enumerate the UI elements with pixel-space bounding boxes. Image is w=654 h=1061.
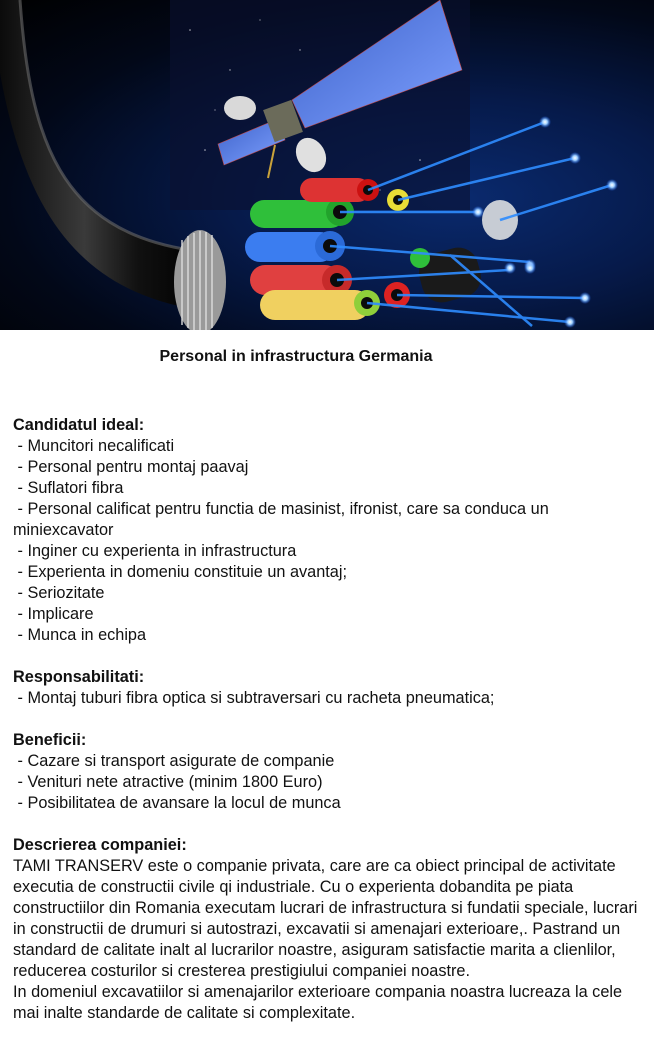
company-description-paragraph: In domeniul excavatiilor si amenajarilor exterioare compania noastra lucreaza la cele mai inalte standarde de calitate si complexitate.	[13, 983, 623, 1022]
section-descriere	[13, 835, 643, 1024]
list-item: - Implicare	[13, 605, 94, 623]
list-item: - Experienta in domeniu constituie un avantaj;	[13, 563, 347, 581]
list-item: - Personal calificat pentru functia de masinist, ifronist, care sa conduca un miniexcavator	[13, 500, 554, 539]
section-heading-candidat: Candidatul ideal:	[13, 416, 145, 434]
list-item: - Inginer cu experienta in infrastructura	[13, 542, 297, 560]
spacer	[13, 814, 643, 835]
list-item: - Personal pentru montaj paavaj	[13, 458, 249, 476]
list-item: - Montaj tuburi fibra optica si subtraversari cu racheta pneumatica;	[13, 689, 495, 707]
fiber-optic-illustration	[0, 0, 654, 330]
job-description	[13, 415, 643, 1024]
section-heading-descriere: Descrierea companiei:	[13, 836, 187, 854]
section-heading-beneficii: Beneficii:	[13, 731, 87, 749]
section-heading-responsabilitati: Responsabilitati:	[13, 668, 145, 686]
list-item: - Cazare si transport asigurate de companie	[13, 752, 335, 770]
list-item: - Venituri nete atractive (minim 1800 Euro)	[13, 773, 323, 791]
spacer	[13, 646, 643, 667]
list-item: - Posibilitatea de avansare la locul de munca	[13, 794, 341, 812]
list-item: - Seriozitate	[13, 584, 105, 602]
banner-image	[0, 0, 654, 330]
company-description-paragraph: TAMI TRANSERV este o companie privata, care are ca obiect principal de activitate executia de constructii civile qi industriale. Cu o experienta dobandita pe piata constructiilor din Romania executam lucrari de infrastructura si fundatii speciale, lucrari in constructii de drumuri si autostrazi, excavatii si amenajari exterioare,. Pastrand un standard de calitate inalt al lucrarilor noastre, asiguram satisfactie marita a clienlilor, reducerea costurilor si cresterea prestigiului companiei noastre.	[13, 857, 638, 980]
section-responsabilitati	[13, 667, 643, 709]
spacer	[13, 709, 643, 730]
list-item: - Suflatori fibra	[13, 479, 124, 497]
page-title: Personal in infrastructura Germania	[159, 348, 433, 365]
list-item: - Muncitori necalificati	[13, 437, 175, 455]
list-item: - Munca in echipa	[13, 626, 147, 644]
section-beneficii	[13, 730, 643, 814]
section-candidat	[13, 415, 643, 646]
